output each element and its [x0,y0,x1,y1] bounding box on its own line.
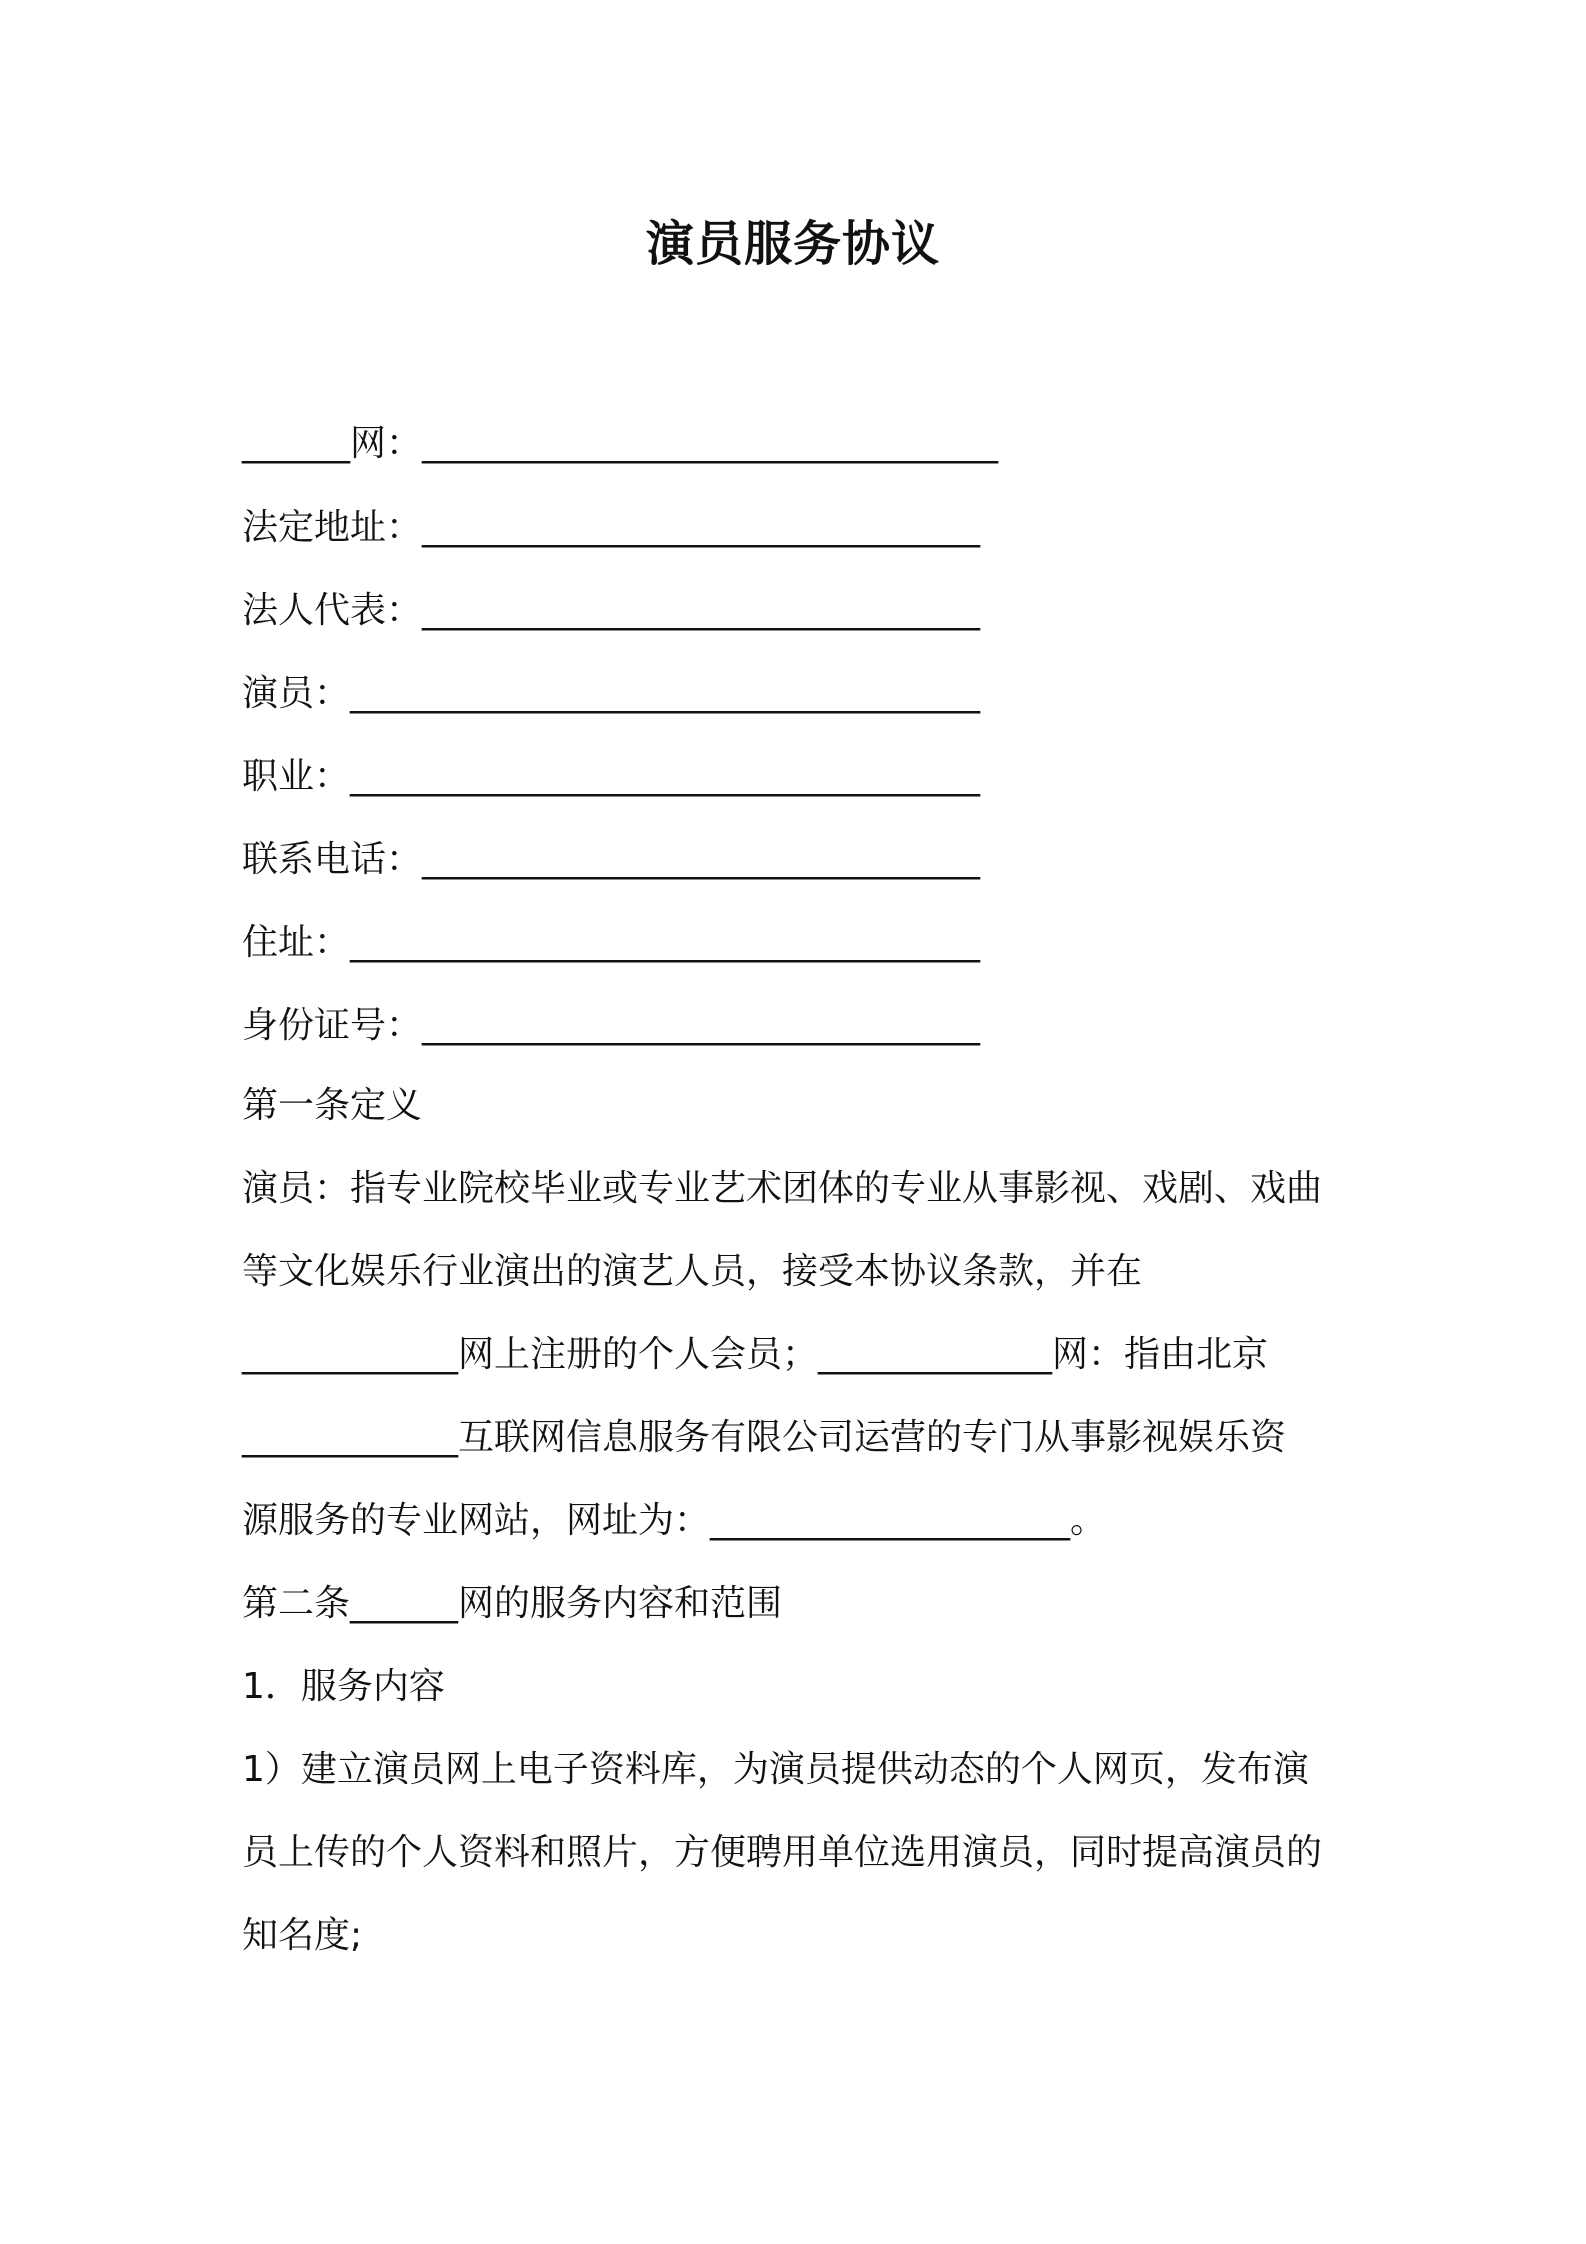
party-field-legal-representative: 法人代表：_______________________________ [242,590,981,631]
party-field-legal-address: 法定地址：_______________________________ [242,507,981,548]
item-1-text-line: 员上传的个人资料和照片，方便聘用单位选用演员，同时提高演员的 [242,1832,1323,1873]
item-1-text-line: 1）建立演员网上电子资料库，为演员提供动态的个人网页，发布演 [242,1749,1309,1790]
party-field-actor: 演员：___________________________________ [242,673,981,714]
article-1-text-line: 等文化娱乐行业演出的演艺人员，接受本协议条款，并在 [242,1251,1143,1292]
section-1-heading: 1．服务内容 [242,1666,445,1707]
article-1-text-line: ____________互联网信息服务有限公司运营的专门从事影视娱乐资 [242,1417,1287,1458]
article-1-text-line: ____________网上注册的个人会员；_____________网：指由北京 [242,1334,1269,1375]
party-field-occupation: 职业：___________________________________ [242,756,981,797]
document-title: 演员服务协议 [645,216,940,272]
article-1-text-line: 演员：指专业院校毕业或专业艺术团体的专业从事影视、戏剧、戏曲 [242,1168,1323,1209]
party-field-website: ______网：________________________________ [242,423,998,464]
article-1-heading: 第一条定义 [242,1085,423,1126]
party-field-id-number: 身份证号：_______________________________ [242,1005,981,1046]
party-field-phone: 联系电话：_______________________________ [242,839,981,880]
party-field-address: 住址：___________________________________ [242,922,981,963]
item-1-text-line: 知名度; [242,1915,363,1956]
article-2-heading: 第二条______网的服务内容和范围 [242,1583,783,1624]
article-1-text-line: 源服务的专业网站，网址为：____________________。 [242,1500,1107,1541]
